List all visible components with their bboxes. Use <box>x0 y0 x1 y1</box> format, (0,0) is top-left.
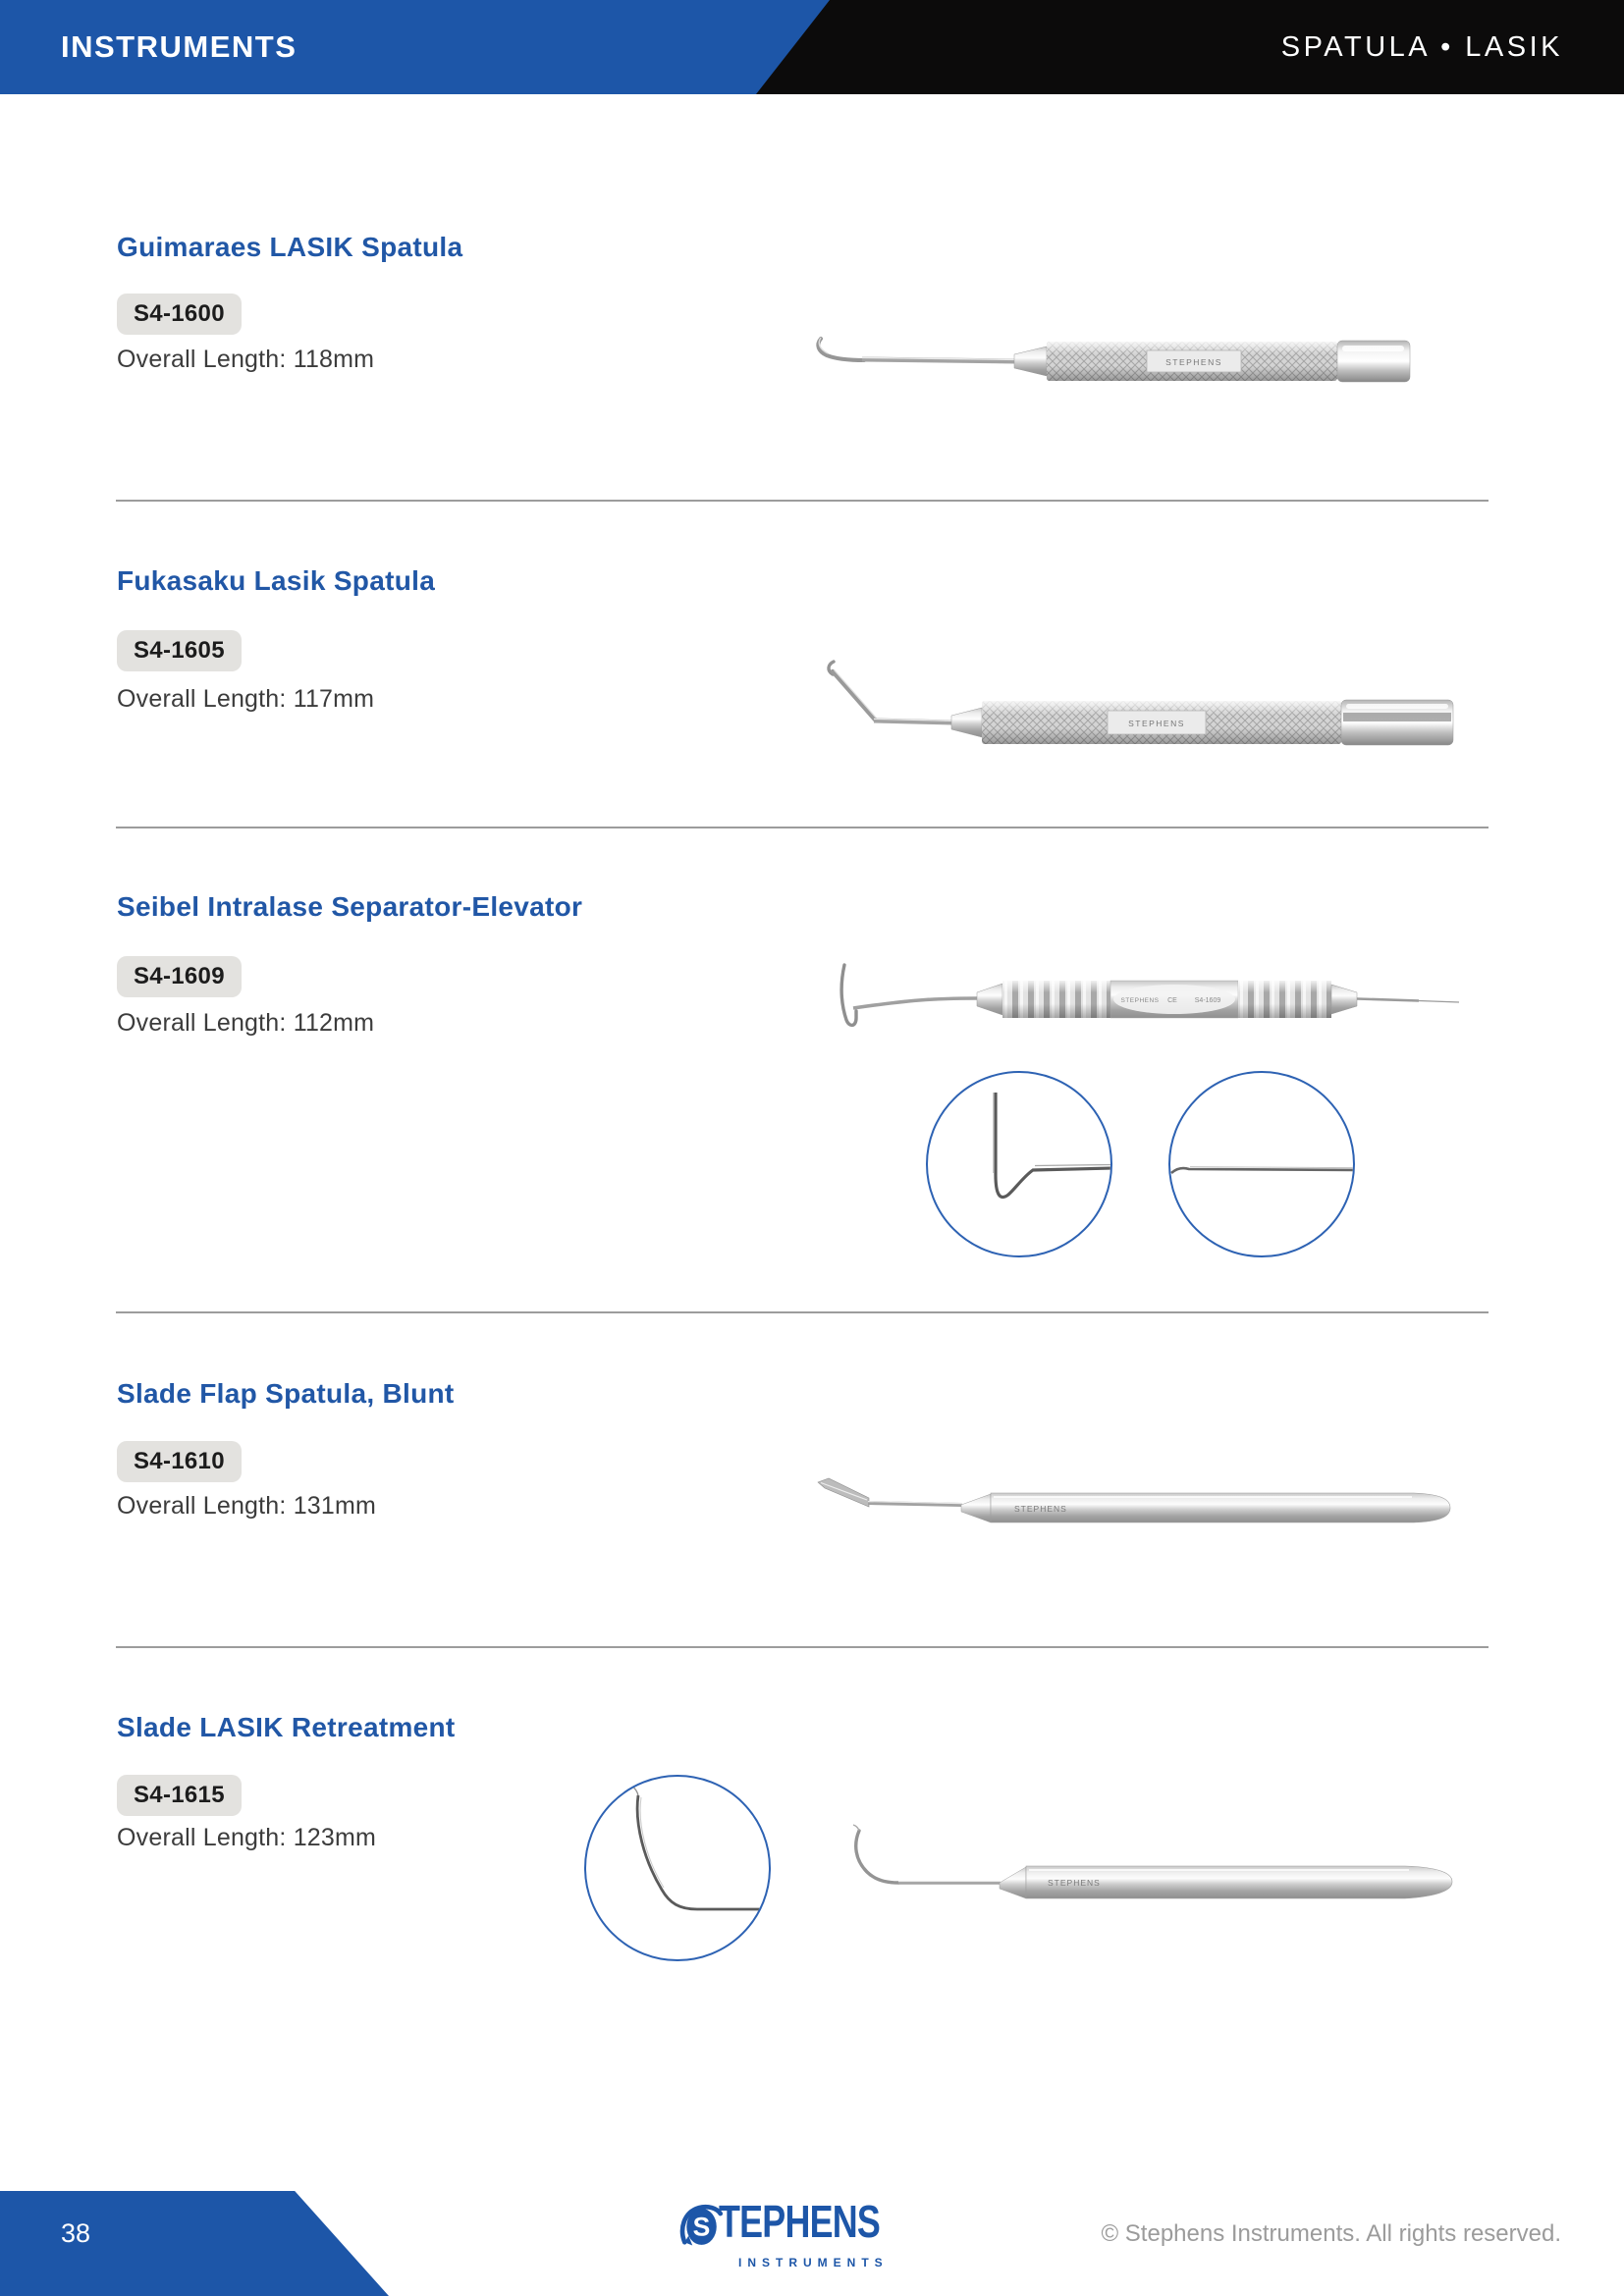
blade-tip <box>818 1478 869 1507</box>
instrument-photo-slade-flap-spatula <box>813 1468 1461 1536</box>
blade-highlight <box>821 1483 867 1501</box>
tip-detail-circle-slade-retreatment <box>579 1770 776 1966</box>
detail-circle-right <box>1169 1072 1354 1256</box>
handle-cone-left <box>977 984 1002 1015</box>
logo-mark <box>679 2193 723 2262</box>
section-divider <box>116 827 1489 828</box>
handle-engraving-code: S4-1609 <box>1194 997 1221 1004</box>
cap-highlight <box>1342 346 1404 351</box>
cap-highlight <box>1346 704 1448 709</box>
product-code-badge: S4-1609 <box>117 956 242 997</box>
cap-stripe <box>1343 713 1451 721</box>
handle-engraving: STEPHENS <box>1165 357 1222 367</box>
tip-detail-circles-seibel <box>913 1065 1365 1266</box>
section-divider <box>116 1646 1489 1648</box>
detail-circle-left <box>927 1072 1111 1256</box>
product-code-badge: S4-1600 <box>117 294 242 335</box>
product-title: Slade LASIK Retreatment <box>117 1712 456 1742</box>
handle-engraving: STEPHENS <box>1048 1878 1101 1888</box>
handle-engraving: STEPHENS <box>1014 1504 1067 1514</box>
handle-engraving: STEPHENS <box>1128 719 1185 728</box>
left-hook-tip <box>841 965 856 1025</box>
header-category-label: SPATULA • LASIK <box>1280 30 1563 63</box>
logo-initial: S <box>692 2212 711 2242</box>
logo-subtext: INSTRUMENTS <box>738 2256 889 2269</box>
header-section-label: INSTRUMENTS <box>61 29 298 64</box>
copyright-text: © Stephens Instruments. All rights reserved. <box>1101 2220 1561 2247</box>
logo-row <box>679 2193 925 2262</box>
logo-wordmark: TEPHENS <box>718 2196 880 2247</box>
page-number: 38 <box>61 2218 91 2248</box>
tip-diagonal <box>833 671 875 720</box>
handle-cone-right <box>1331 985 1357 1014</box>
right-wire-tip <box>1419 1001 1459 1003</box>
product-title: Seibel Intralase Separator-Elevator <box>117 891 583 922</box>
handle-cone <box>961 1494 991 1522</box>
product-code-badge: S4-1605 <box>117 630 242 671</box>
right-wire <box>1357 999 1419 1001</box>
footer-blue-band <box>0 2191 389 2296</box>
product-length: Overall Length: 117mm <box>117 685 375 713</box>
product-length: Overall Length: 131mm <box>117 1492 377 1520</box>
instrument-photo-seibel-separator <box>830 957 1463 1050</box>
handle-cone <box>1014 347 1047 376</box>
product-length: Overall Length: 123mm <box>117 1824 377 1851</box>
tip-highlight <box>835 670 877 719</box>
page-header <box>0 0 1624 94</box>
handle-cone <box>951 708 982 737</box>
product-length: Overall Length: 112mm <box>117 1009 375 1037</box>
instrument-photo-fukasaku-spatula <box>813 650 1461 748</box>
handle-engraving-brand: STEPHENS <box>1120 997 1160 1004</box>
product-length: Overall Length: 118mm <box>117 346 375 373</box>
product-code-badge: S4-1610 <box>117 1441 242 1482</box>
handle-engraving-ce: CE <box>1167 997 1177 1004</box>
instrument-photo-guimaraes-spatula <box>813 326 1414 391</box>
detail-circle <box>585 1776 770 1960</box>
instrument-tip <box>818 339 864 360</box>
stephens-logo <box>679 2193 925 2269</box>
product-title: Fukasaku Lasik Spatula <box>117 565 436 596</box>
section-divider <box>116 500 1489 502</box>
handle-shading <box>1238 981 1331 1018</box>
left-shaft <box>853 998 977 1008</box>
tip-point <box>853 1825 859 1831</box>
product-title: Slade Flap Spatula, Blunt <box>117 1378 455 1409</box>
handle-cone <box>1000 1867 1026 1898</box>
product-code-badge: S4-1615 <box>117 1775 242 1816</box>
product-title: Guimaraes LASIK Spatula <box>117 232 463 262</box>
handle-shading <box>1002 981 1110 1018</box>
section-divider <box>116 1311 1489 1313</box>
instrument-tip <box>856 1831 898 1883</box>
instrument-photo-slade-retreatment <box>830 1821 1463 1924</box>
